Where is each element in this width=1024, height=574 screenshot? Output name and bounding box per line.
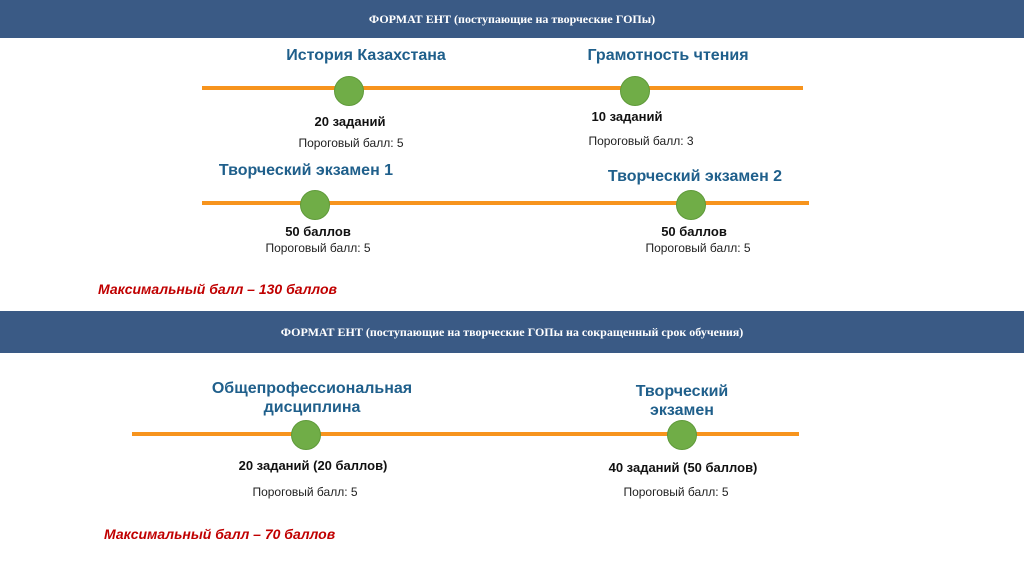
timeline-row1 [202,86,803,90]
subject-reading-literacy: Грамотность чтения [587,47,749,64]
section1-title: ФОРМАТ ЕНТ (поступающие на творческие ГОПы) [368,11,656,26]
count-creative-exam: 40 заданий (50 баллов) [608,460,758,475]
subject-creative-exam-line2: экзамен [650,402,714,419]
section2-title: ФОРМАТ ЕНТ (поступающие на творческие ГОПы на сокращенный срок обучения) [280,324,744,339]
subject-history-kazakhstan: История Казахстана [286,47,446,64]
count-creative-exam-2: 50 баллов [661,224,727,239]
count-history-kazakhstan: 20 заданий [314,114,386,129]
subject-general-professional-line2: дисциплина [263,399,361,416]
max-score-section1: Максимальный балл – 130 баллов [98,281,337,297]
threshold-general-professional: Пороговый балл: 5 [252,485,358,499]
marker-reading-literacy [620,76,650,106]
section1-banner [0,0,1024,38]
count-general-professional: 20 заданий (20 баллов) [238,458,388,473]
threshold-creative-exam: Пороговый балл: 5 [623,485,729,499]
section2-banner [0,311,1024,353]
count-reading-literacy: 10 заданий [591,109,663,124]
subject-creative-exam-1: Творческий экзамен 1 [218,162,394,179]
subject-creative-exam-line1: Творческий [635,383,729,400]
threshold-history-kazakhstan: Пороговый балл: 5 [298,136,404,150]
subject-creative-exam-2: Творческий экзамен 2 [607,168,783,185]
timeline-section2 [132,432,799,436]
max-score-section2: Максимальный балл – 70 баллов [104,526,336,542]
count-creative-exam-1: 50 баллов [285,224,351,239]
threshold-creative-exam-2: Пороговый балл: 5 [645,241,751,255]
marker-creative-exam-1 [300,190,330,220]
marker-creative-exam-2 [676,190,706,220]
threshold-creative-exam-1: Пороговый балл: 5 [265,241,371,255]
marker-general-professional [291,420,321,450]
marker-history-kazakhstan [334,76,364,106]
subject-general-professional-discipline [212,379,412,417]
subject-creative-exam [636,382,729,420]
marker-creative-exam [667,420,697,450]
threshold-reading-literacy: Пороговый балл: 3 [588,134,694,148]
timeline-row2 [202,201,809,205]
subject-general-professional-line1: Общепрофессиональная [211,380,413,397]
